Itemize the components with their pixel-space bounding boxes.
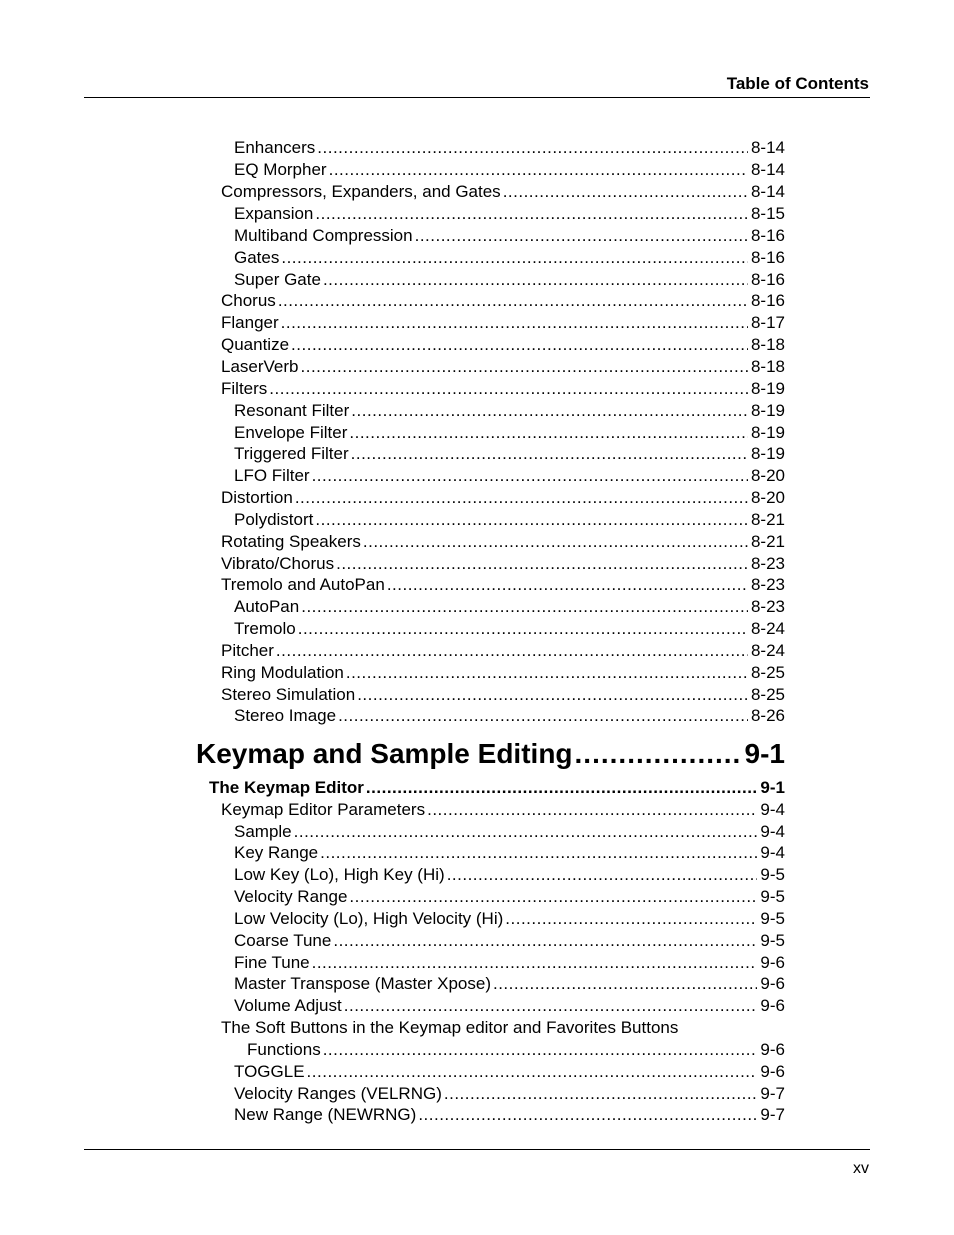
toc-entry-page: 8-19: [750, 401, 785, 420]
toc-entry-title: Keymap and Sample Editing: [196, 738, 573, 769]
dot-leader: [427, 799, 757, 821]
toc-section-entry[interactable]: [209, 777, 785, 799]
toc-entry-title: Rotating Speakers: [221, 532, 361, 551]
toc-entry-title: Volume Adjust: [234, 996, 342, 1015]
toc-entry-title: Chorus: [221, 291, 276, 310]
toc-entry-title: AutoPan: [234, 597, 300, 616]
dot-leader: [366, 777, 758, 799]
page-number: xv: [853, 1160, 869, 1177]
dot-leader: [281, 247, 748, 269]
toc-entry[interactable]: [234, 596, 785, 618]
toc-entry-page: 8-16: [750, 291, 785, 310]
toc-entry-page: 8-23: [750, 554, 785, 573]
dot-leader: [312, 465, 748, 487]
toc-entry-page: 8-17: [750, 313, 785, 332]
toc-entry-page: 8-24: [750, 641, 785, 660]
toc-entry-page: 8-24: [750, 619, 785, 638]
dot-leader: [415, 225, 748, 247]
toc-entry-page: 8-16: [750, 248, 785, 267]
dot-leader: [349, 886, 757, 908]
toc-entry-title: Super Gate: [234, 270, 321, 289]
toc-entry[interactable]: [234, 973, 785, 995]
toc-entry[interactable]: [234, 137, 785, 159]
toc-entry-page: 9-4: [760, 822, 785, 841]
toc-entry[interactable]: [234, 269, 785, 291]
toc-entry[interactable]: [221, 640, 785, 662]
toc-entry-page: 8-26: [750, 706, 785, 725]
toc-entry[interactable]: [234, 995, 785, 1017]
toc-entry[interactable]: [234, 952, 785, 974]
toc-entry-title: Multiband Compression: [234, 226, 413, 245]
toc-entry-page: 9-1: [760, 778, 785, 797]
toc-entry[interactable]: [234, 821, 785, 843]
toc-entry-page: 8-21: [750, 532, 785, 551]
toc-entry[interactable]: [221, 334, 785, 356]
dot-leader: [307, 1061, 758, 1083]
toc-entry-page: 8-21: [750, 510, 785, 529]
dot-leader: [295, 487, 748, 509]
toc-entry-title: Low Velocity (Lo), High Velocity (Hi): [234, 909, 504, 928]
toc-entry-page: 8-19: [750, 423, 785, 442]
dot-leader: [357, 684, 748, 706]
dot-leader: [351, 443, 748, 465]
dot-leader: [291, 334, 748, 356]
toc-entry[interactable]: [221, 378, 785, 400]
toc-entry-title: Compressors, Expanders, and Gates: [221, 182, 501, 201]
toc-entry[interactable]: [221, 684, 785, 706]
dot-leader: [298, 618, 748, 640]
dot-leader: [346, 662, 748, 684]
toc-entry-page: 9-5: [760, 887, 785, 906]
toc-entry-title: Gates: [234, 248, 280, 267]
toc-entry-title: Functions: [247, 1040, 321, 1059]
toc-entry-page: 8-18: [750, 357, 785, 376]
toc-entry-title: Distortion: [221, 488, 293, 507]
toc-entry[interactable]: [221, 290, 785, 312]
dot-leader: [505, 908, 757, 930]
toc-entry[interactable]: [234, 225, 785, 247]
toc-entry-title: Quantize: [221, 335, 290, 354]
dot-leader: [493, 973, 757, 995]
toc-entry[interactable]: [234, 1104, 785, 1126]
toc-entry-page: 9-6: [760, 974, 785, 993]
toc-entry[interactable]: [234, 400, 785, 422]
toc-entry-page: 9-7: [760, 1105, 785, 1124]
toc-entry[interactable]: [234, 509, 785, 531]
toc-entry-title: Resonant Filter: [234, 401, 350, 420]
toc-entry[interactable]: [234, 1083, 785, 1105]
dot-leader: [329, 159, 748, 181]
toc-entry-page: 8-23: [750, 597, 785, 616]
toc-entry-title: Velocity Range: [234, 887, 348, 906]
toc-entry-page: 8-23: [750, 575, 785, 594]
toc-entry-title: Filters: [221, 379, 268, 398]
dot-leader: [278, 290, 748, 312]
toc-entry-title: Fine Tune: [234, 953, 310, 972]
toc-entry-page: 8-14: [750, 138, 785, 157]
toc-entry-title: Stereo Simulation: [221, 685, 356, 704]
toc-entry-page: 8-25: [750, 663, 785, 682]
dot-leader: [444, 1083, 758, 1105]
toc-entry[interactable]: [234, 422, 785, 444]
dot-leader: [503, 181, 748, 203]
toc-entry-title: LFO Filter: [234, 466, 310, 485]
toc-entry-title: The Keymap Editor: [209, 778, 364, 797]
toc-entry[interactable]: [234, 159, 785, 181]
dot-leader: [301, 596, 748, 618]
toc-entry[interactable]: [234, 886, 785, 908]
toc-entry[interactable]: [234, 930, 785, 952]
dot-leader: [447, 864, 758, 886]
dot-leader: [281, 312, 748, 334]
toc-entry-title: EQ Morpher: [234, 160, 327, 179]
dot-leader: [317, 137, 748, 159]
toc-entry-page: 9-1: [744, 738, 785, 769]
dot-leader: [315, 203, 748, 225]
toc-entry[interactable]: [234, 1061, 785, 1083]
toc-entry-title: Vibrato/Chorus: [221, 554, 335, 573]
dot-leader: [387, 574, 748, 596]
toc-entry[interactable]: [221, 662, 785, 684]
dot-leader: [344, 995, 758, 1017]
dot-leader: [323, 269, 748, 291]
dot-leader: [349, 422, 748, 444]
toc-entry-page: 8-14: [750, 182, 785, 201]
toc-entry-page: 8-16: [750, 270, 785, 289]
toc-entry-title: Polydistort: [234, 510, 314, 529]
toc-entry-page: 9-5: [760, 909, 785, 928]
toc-entry-page: 9-6: [760, 953, 785, 972]
dot-leader: [338, 705, 748, 727]
dot-leader: [323, 1039, 758, 1061]
dot-leader: [575, 737, 742, 771]
toc-entry[interactable]: [221, 487, 785, 509]
toc-entry[interactable]: [234, 443, 785, 465]
toc-entry-page: 9-6: [760, 996, 785, 1015]
toc-chapter-entry[interactable]: [196, 737, 785, 771]
toc-entry-title: New Range (NEWRNG): [234, 1105, 417, 1124]
dot-leader: [276, 640, 748, 662]
toc-entry-page: 8-19: [750, 444, 785, 463]
toc-entry[interactable]: [234, 705, 785, 727]
running-header-title: Table of Contents: [726, 74, 869, 93]
toc-entry[interactable]: [221, 181, 785, 203]
dot-leader: [294, 821, 758, 843]
toc-entry-page: 8-19: [750, 379, 785, 398]
toc-entry-page: 8-16: [750, 226, 785, 245]
toc-entry-title: Tremolo: [234, 619, 296, 638]
toc-entry[interactable]: [221, 799, 785, 821]
toc-entry-page: 9-4: [760, 800, 785, 819]
toc-entry[interactable]: [221, 312, 785, 334]
toc-entry[interactable]: [234, 864, 785, 886]
toc-entry-title: LaserVerb: [221, 357, 299, 376]
toc-entry[interactable]: [247, 1039, 785, 1061]
dot-leader: [312, 952, 758, 974]
dot-leader: [301, 356, 748, 378]
toc-entry-title: Master Transpose (Master Xpose): [234, 974, 491, 993]
toc-entry-title: Tremolo and AutoPan: [221, 575, 385, 594]
toc-entry[interactable]: [234, 618, 785, 640]
toc-entry[interactable]: [221, 574, 785, 596]
toc-entry-title: Sample: [234, 822, 292, 841]
toc-entry[interactable]: [234, 842, 785, 864]
toc-entry-title: Ring Modulation: [221, 663, 344, 682]
toc-entry-title: TOGGLE: [234, 1062, 305, 1081]
toc-entry-title: Pitcher: [221, 641, 274, 660]
toc-entry-title: Key Range: [234, 843, 319, 862]
toc-entry[interactable]: [221, 553, 785, 575]
toc-entry-title: Envelope Filter: [234, 423, 348, 442]
toc-entry-page: 8-18: [750, 335, 785, 354]
footer-rule: [84, 1149, 870, 1150]
toc-entry-title: Keymap Editor Parameters: [221, 800, 426, 819]
dot-leader: [315, 509, 748, 531]
toc-entry[interactable]: [234, 908, 785, 930]
dot-leader: [336, 553, 748, 575]
toc-entry-page: 9-6: [760, 1040, 785, 1059]
dot-leader: [269, 378, 748, 400]
toc-entry-page: 9-6: [760, 1062, 785, 1081]
toc-entry-title: Low Key (Lo), High Key (Hi): [234, 865, 445, 884]
toc-entry-title: Coarse Tune: [234, 931, 332, 950]
toc-entry-page: 8-20: [750, 488, 785, 507]
toc-entry-title: Enhancers: [234, 138, 316, 157]
toc-entry[interactable]: [221, 531, 785, 553]
dot-leader: [363, 531, 748, 553]
toc-entry-title: Expansion: [234, 204, 314, 223]
toc-entry-page: 8-25: [750, 685, 785, 704]
toc-entry[interactable]: [234, 203, 785, 225]
dot-leader: [351, 400, 748, 422]
toc-entry-title: Stereo Image: [234, 706, 337, 725]
toc-entry[interactable]: [234, 247, 785, 269]
dot-leader: [333, 930, 757, 952]
toc-entry[interactable]: [234, 465, 785, 487]
toc-entry-title: The Soft Buttons in the Keymap editor and Favorites Buttons: [221, 1018, 679, 1037]
toc-entry-title: Flanger: [221, 313, 279, 332]
dot-leader: [418, 1104, 757, 1126]
dot-leader: [320, 842, 757, 864]
toc-entry-page: 9-7: [760, 1084, 785, 1103]
toc-entry-page: 9-4: [760, 843, 785, 862]
toc-entry-page: 9-5: [760, 865, 785, 884]
toc-entry[interactable]: [221, 1017, 678, 1039]
toc-entry[interactable]: [221, 356, 785, 378]
toc-entry-page: 8-15: [750, 204, 785, 223]
toc-entry-page: 8-20: [750, 466, 785, 485]
toc-entry-title: Velocity Ranges (VELRNG): [234, 1084, 442, 1103]
toc-entry-title: Triggered Filter: [234, 444, 349, 463]
toc-entry-page: 8-14: [750, 160, 785, 179]
toc-entry-page: 9-5: [760, 931, 785, 950]
